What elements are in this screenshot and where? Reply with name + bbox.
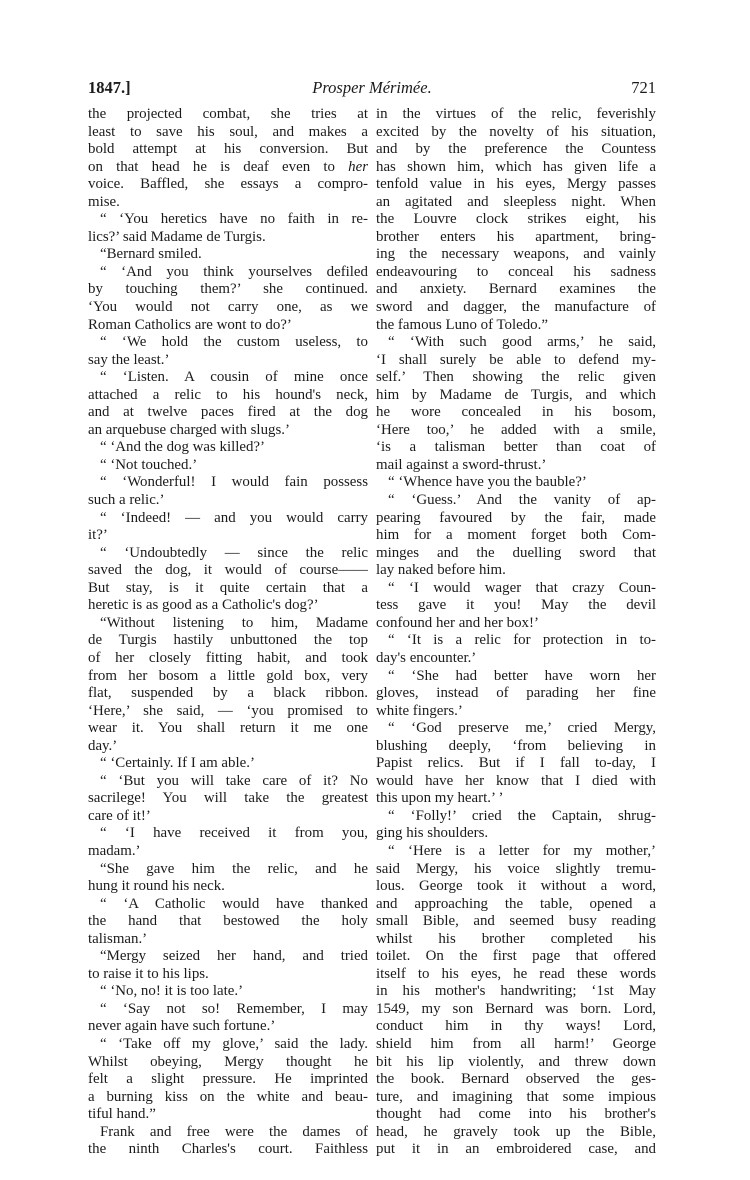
- text-line: “ ‘Take off my glove,’ said the lady.: [100, 1035, 368, 1052]
- text-line: bit his lip violently, and threw down: [376, 1053, 656, 1070]
- text-line: “ ‘With such good arms,’ he said,: [388, 334, 656, 351]
- text-line: self.’ Then showing the relic given: [376, 369, 656, 386]
- text-line: the ninth Charles's court. Faithless: [88, 1141, 368, 1158]
- text-line: bold attempt at his conversion. But: [88, 141, 368, 158]
- text-line: lics?’ said Madame de Turgis.: [88, 228, 266, 245]
- text-line: never again have such fortune.’: [88, 1018, 276, 1035]
- text-line: this upon my heart.’ ’: [376, 790, 504, 807]
- text-line: confound her and her box!’: [376, 614, 539, 631]
- text-line: white fingers.’: [376, 702, 463, 719]
- text-line: shield him from all harm!’ George: [376, 1035, 656, 1052]
- running-header: [88, 74, 656, 102]
- text-line: “ ‘Wonderful! I would fain possess: [100, 474, 368, 491]
- text-line: in his mother's handwriting; ‘1st May: [376, 983, 656, 1000]
- text-line: “ ‘You heretics have no faith in re-: [100, 211, 368, 228]
- text-line: has shown him, which has given life a: [376, 158, 656, 175]
- text-line: “ ‘I have received it from you,: [100, 825, 368, 842]
- text-line: to raise it to his lips.: [88, 965, 209, 982]
- text-line: “She gave him the relic, and he: [100, 860, 368, 877]
- text-line: ging his shoulders.: [376, 825, 489, 842]
- emphasized-word: her: [348, 158, 368, 175]
- text-line: him by Madame de Turgis, and which: [376, 386, 656, 403]
- text-line: tess gave it you! May the devil: [376, 597, 656, 614]
- text-line: would have her know that I died with: [376, 772, 656, 789]
- text-line: felt a slight pressure. He imprinted: [88, 1071, 368, 1088]
- text-line: “ ‘Guess.’ And the vanity of ap-: [388, 492, 656, 509]
- text-line: madam.’: [88, 842, 141, 859]
- text-line: talisman.’: [88, 930, 148, 947]
- text-line: least to save his soul, and makes a: [88, 123, 368, 140]
- text-line: and by the preference the Countess: [376, 141, 656, 158]
- text-line: care of it!’: [88, 807, 151, 824]
- text-line: the projected combat, she tries at: [88, 106, 368, 122]
- left-column: [88, 106, 368, 1159]
- text-line: pearing favoured by the fair, made: [376, 509, 656, 526]
- text-line: ‘is a talisman better than coat of: [376, 439, 656, 456]
- text-line: Whilst obeying, Mergy thought he: [88, 1053, 368, 1070]
- text-line: attached a relic to his hound's neck,: [88, 386, 368, 403]
- text-line: sacrilege! You will take the greatest: [88, 790, 368, 807]
- text-line: endeavouring to conceal his sadness: [376, 263, 656, 280]
- text-line: ‘Here,’ she said, — ‘you promised to: [88, 702, 368, 719]
- text-line: ‘I shall surely be able to defend my-: [376, 351, 656, 368]
- text-line: said Mergy, his voice slightly tremu-: [376, 860, 656, 877]
- text-line: Frank and free were the dames of: [100, 1123, 368, 1140]
- text-line: “Bernard smiled.: [100, 246, 202, 263]
- text-line: whilst his brother completed his: [376, 930, 656, 947]
- text-line: and anxiety. Bernard examines the: [376, 281, 656, 298]
- text-line: “Without listening to him, Madame: [100, 614, 368, 631]
- text-line: excited by the novelty of his situation,: [376, 123, 656, 140]
- text-line: “ ‘A Catholic would have thanked: [100, 895, 368, 912]
- text-line: put it in an embroidered case, and: [376, 1141, 656, 1158]
- text-line: ing the necessary weapons, and vainly: [376, 246, 656, 263]
- text-line: “ ‘God preserve me,’ cried Mergy,: [388, 720, 656, 737]
- text-line: ture, and imagining that some impious: [376, 1088, 656, 1105]
- text-line: and approaching the table, opened a: [376, 895, 656, 912]
- text-line: tenfold value in his eyes, Mergy passes: [376, 176, 656, 193]
- page-number: 721: [631, 78, 656, 97]
- text-line: say the least.’: [88, 351, 170, 368]
- text-line: hung it round his neck.: [88, 878, 225, 895]
- text-line: he wore concealed in his bosom,: [376, 404, 656, 421]
- text-line: saved the dog, it would of course——: [88, 562, 368, 579]
- text-line: “ ‘Indeed! — and you would carry: [100, 509, 368, 526]
- text-line: Papist relics. But if I fall to-day, I: [376, 755, 656, 772]
- text-line: “ ‘Say not so! Remember, I may: [100, 1000, 368, 1017]
- text-line: ‘You would not carry one, as we: [88, 299, 368, 316]
- text-line: the Louvre clock strikes eight, his: [376, 211, 656, 228]
- text-line: mise.: [88, 193, 120, 210]
- text-line: “ ‘I would wager that crazy Coun-: [388, 579, 656, 596]
- text-line: “ ‘Not touched.’: [100, 456, 198, 473]
- text-line: day.’: [88, 737, 118, 754]
- text-line: “ ‘And the dog was killed?’: [100, 439, 265, 456]
- text-line: voice. Baffled, she essays a compro-: [88, 176, 368, 193]
- text-line: of her closely fitting habit, and took: [88, 649, 368, 666]
- text-line: an arquebuse charged with slugs.’: [88, 421, 290, 438]
- text-line: “ ‘Certainly. If I am able.’: [100, 755, 255, 772]
- text-line: an agitated and sleepless night. When: [376, 193, 656, 210]
- text-line: on that head he is deaf even to her: [88, 158, 368, 175]
- text-line: “ ‘Undoubtedly — since the relic: [100, 544, 368, 561]
- text-line: him for a moment forget both Com-: [376, 527, 656, 544]
- text-line: the famous Luno of Toledo.”: [376, 316, 548, 333]
- text-line: “ ‘Folly!’ cried the Captain, shrug-: [388, 807, 656, 824]
- text-line: by touching them?’ she continued.: [88, 281, 368, 298]
- text-line: blushing deeply, ‘from believing in: [376, 737, 656, 754]
- text-line: But stay, is it quite certain that a: [88, 579, 368, 596]
- text-line: “ ‘Whence have you the bauble?’: [388, 474, 587, 491]
- text-line: tiful hand.”: [88, 1106, 156, 1123]
- text-line: “ ‘No, no! it is too late.’: [100, 983, 244, 1000]
- text-line: itself to his eyes, he read these words: [376, 965, 656, 982]
- text-line: lay naked before him.: [376, 562, 506, 579]
- text-line: “ ‘It is a relic for protection in to-: [388, 632, 656, 649]
- text-line: and at twelve paces fired at the dog: [88, 404, 368, 421]
- text-line: the hand that bestowed the holy: [88, 913, 368, 930]
- text-line: in the virtues of the relic, feverishly: [376, 106, 656, 122]
- text-line: Roman Catholics are wont to do?’: [88, 316, 292, 333]
- text-line: wear it. You shall return it me one: [88, 720, 368, 737]
- text-line: “ ‘We hold the custom useless, to: [100, 334, 368, 351]
- text-line: de Turgis hastily unbuttoned the top: [88, 632, 368, 649]
- text-line: a burning kiss on the white and beau-: [88, 1088, 368, 1105]
- text-line: minges and the duelling sword that: [376, 544, 656, 561]
- text-line: thought had come into his brother's: [376, 1106, 656, 1123]
- text-line: toilet. On the first page that offered: [376, 948, 656, 965]
- text-line: sword and dagger, the manufacture of: [376, 299, 656, 316]
- text-line: “ ‘Listen. A cousin of mine once: [100, 369, 368, 386]
- text-line: “Mergy seized her hand, and tried: [100, 948, 368, 965]
- text-line: gloves, instead of parading her fine: [376, 685, 656, 702]
- text-line: such a relic.’: [88, 492, 165, 509]
- text-line: “ ‘And you think yourselves defiled: [100, 263, 368, 280]
- right-column: [376, 106, 656, 1159]
- text-line: heretic is as good as a Catholic's dog?’: [88, 597, 319, 614]
- text-line: 1549, my son Bernard was born. Lord,: [376, 1000, 656, 1017]
- text-line: conduct him in thy ways! Lord,: [376, 1018, 656, 1035]
- header-title: Prosper Mérimée.: [312, 78, 432, 97]
- text-line: ‘Here too,’ he added with a smile,: [376, 421, 656, 438]
- text-line: from her bosom a little gold box, very: [88, 667, 368, 684]
- text-line: “ ‘She had better have worn her: [388, 667, 656, 684]
- text-line: the book. Bernard observed the ges-: [376, 1071, 656, 1088]
- text-line: small Bible, and seemed busy reading: [376, 913, 656, 930]
- text-line: mail against a sword-thrust.’: [376, 456, 547, 473]
- text-line: brother enters his apartment, bring-: [376, 228, 656, 245]
- text-line: day's encounter.’: [376, 649, 477, 666]
- text-line: “ ‘But you will take care of it? No: [100, 772, 368, 789]
- text-line: it?’: [88, 527, 108, 544]
- text-line: head, he gravely took up the Bible,: [376, 1123, 656, 1140]
- text-line: flat, suspended by a black ribbon.: [88, 685, 368, 702]
- text-line: lous. George took it without a word,: [376, 878, 656, 895]
- text-line: “ ‘Here is a letter for my mother,’: [388, 842, 656, 859]
- header-year: 1847.]: [88, 78, 131, 97]
